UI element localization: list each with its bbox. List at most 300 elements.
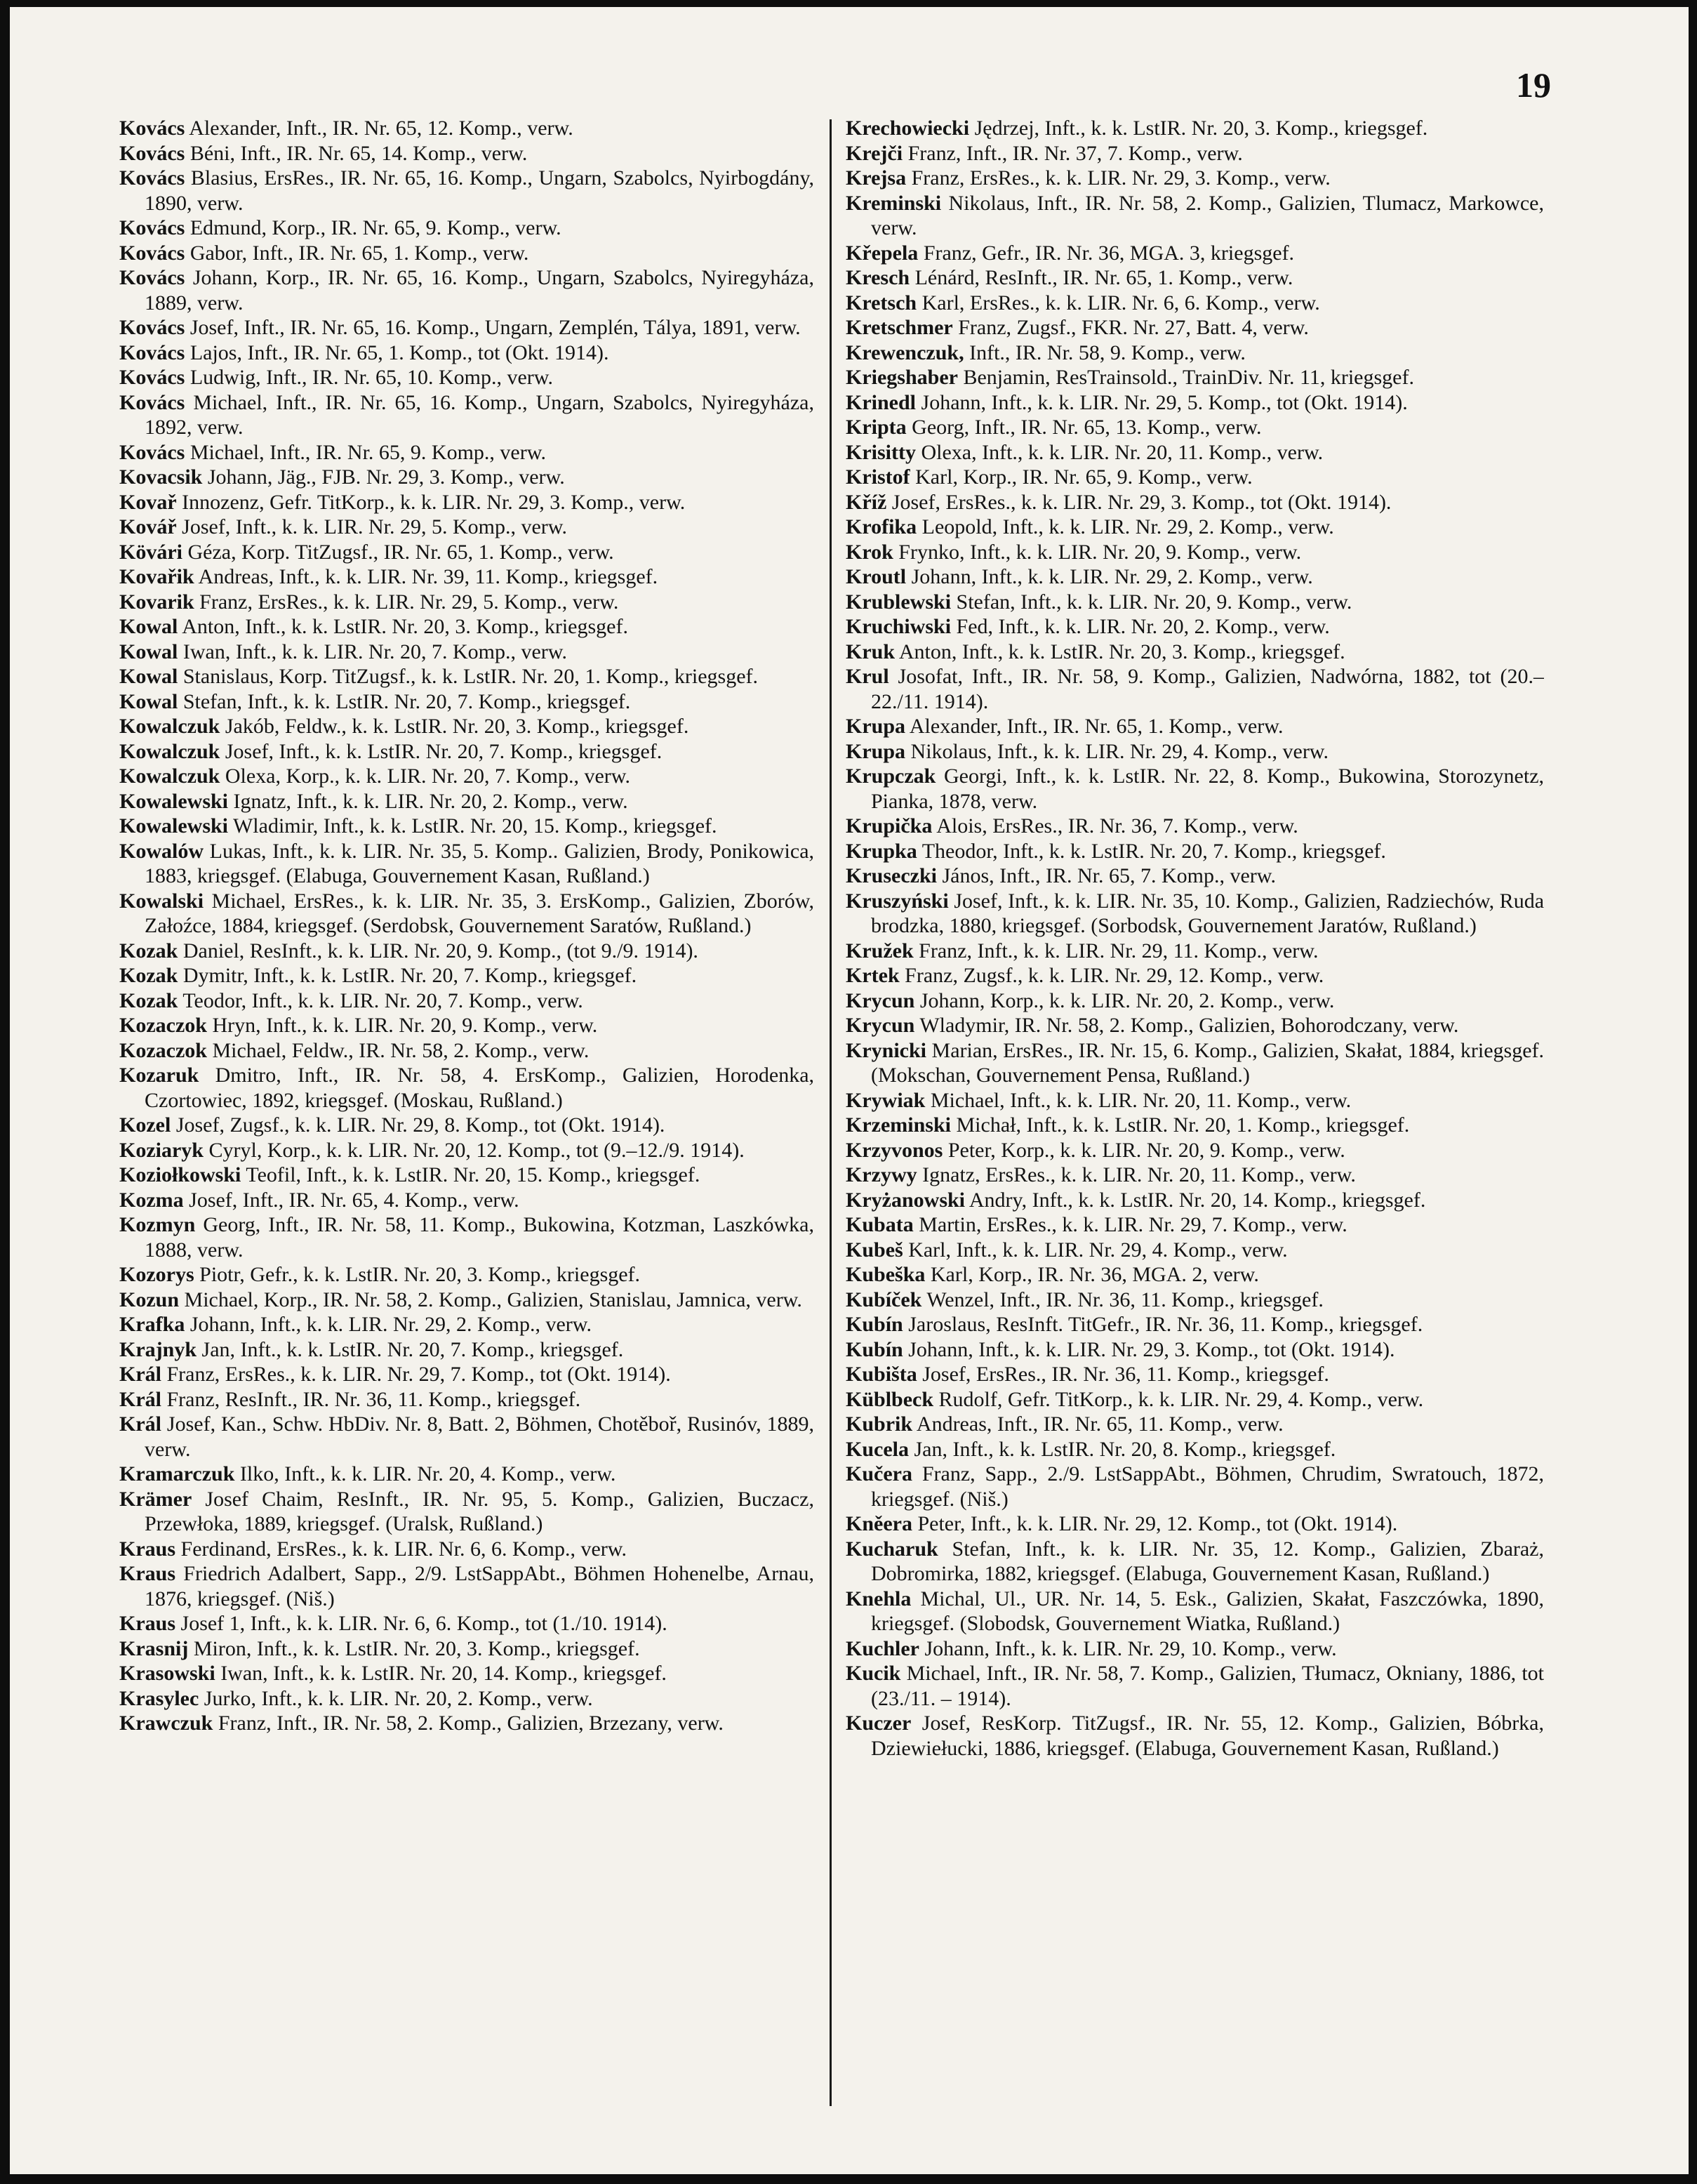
entry-details: Lajos, Inft., IR. Nr. 65, 1. Komp., tot (Okt. 1914). — [189, 340, 609, 364]
entry-surname: Kovarik — [119, 590, 194, 614]
entry-details: Ignatz, Inft., k. k. LIR. Nr. 20, 2. Komp., verw. — [233, 789, 628, 813]
casualty-entry — [846, 1362, 1544, 1387]
casualty-entry — [846, 963, 1544, 988]
entry-surname: Krzywy — [846, 1163, 917, 1186]
entry-details: Jędrzej, Inft., k. k. LstIR. Nr. 20, 3. Komp., kriegsgef. — [974, 117, 1428, 140]
casualty-entry — [846, 540, 1544, 565]
page-number: 19 — [1516, 65, 1551, 105]
casualty-entry — [846, 241, 1544, 266]
entry-surname: Kuczer — [846, 1712, 912, 1735]
entry-details: Béni, Inft., IR. Nr. 65, 14. Komp., verw. — [189, 141, 528, 165]
entry-surname: Krofika — [846, 515, 917, 538]
entry-details: Hryn, Inft., k. k. LIR. Nr. 20, 9. Komp., verw. — [212, 1014, 598, 1037]
entry-details: Lénárd, ResInft., IR. Nr. 65, 1. Komp., verw. — [914, 266, 1293, 289]
casualty-entry — [846, 739, 1544, 765]
entry-details: Ludwig, Inft., IR. Nr. 65, 10. Komp., verw. — [189, 366, 553, 389]
entry-details: Franz, Sapp., 2./9. LstSappAbt., Böhmen, Chrudim, Swratouch, 1872, kriegsgef. (Niš.) — [871, 1462, 1544, 1511]
casualty-entry — [119, 490, 814, 515]
entry-surname: Kubeška — [846, 1263, 926, 1286]
entry-details: Géza, Korp. TitZugsf., IR. Nr. 65, 1. Komp., verw. — [187, 540, 614, 564]
entry-surname: Kozaruk — [119, 1064, 199, 1087]
entry-surname: Kovács — [119, 266, 185, 289]
entry-surname: Krewenczuk, — [846, 340, 964, 364]
casualty-entry — [846, 564, 1544, 590]
casualty-entry — [119, 1013, 814, 1038]
entry-details: Andreas, Inft., k. k. LIR. Nr. 39, 11. Komp., kriegsgef. — [198, 565, 658, 588]
casualty-entry — [846, 1238, 1544, 1263]
casualty-entry — [119, 116, 814, 141]
entry-details: János, Inft., IR. Nr. 65, 7. Komp., verw. — [942, 864, 1276, 887]
entry-details: Theodor, Inft., k. k. LstIR. Nr. 20, 7. Komp., kriegsgef. — [921, 839, 1386, 863]
entry-surname: Kozak — [119, 964, 178, 987]
entry-details: Fed, Inft., k. k. LIR. Nr. 20, 2. Komp., verw. — [956, 615, 1330, 638]
entry-surname: Krtek — [846, 964, 900, 987]
entry-surname: Kubín — [846, 1313, 903, 1336]
casualty-entry — [846, 664, 1544, 714]
casualty-entry — [119, 465, 814, 490]
entry-details: Cyryl, Korp., k. k. LIR. Nr. 20, 12. Komp., tot (9.–12./9. 1914). — [208, 1138, 745, 1162]
entry-details: Josef, Inft., k. k. LIR. Nr. 35, 10. Komp., Galizien, Radziechów, Ruda brodzka, 1880, kriegsgef. (Sorbodsk, Gouvernement Jaratów, Rußland.) — [871, 889, 1544, 937]
entry-surname: Krasnij — [119, 1636, 189, 1660]
entry-details: Olexa, Korp., k. k. LIR. Nr. 20, 7. Komp., verw. — [225, 765, 630, 788]
entry-surname: Krechowiecki — [846, 117, 970, 140]
entry-surname: Kowal — [119, 689, 178, 713]
casualty-entry — [119, 216, 814, 241]
entry-details: Karl, Inft., k. k. LIR. Nr. 29, 4. Komp., verw. — [908, 1238, 1288, 1262]
entry-surname: Krycun — [846, 1014, 915, 1037]
entry-surname: Král — [119, 1387, 161, 1411]
entry-surname: Kovács — [119, 440, 185, 464]
entry-details: Dymitr, Inft., k. k. LstIR. Nr. 20, 7. Komp., kriegsgef. — [182, 964, 637, 987]
entry-details: Jaroslaus, ResInft. TitGefr., IR. Nr. 36, 11. Komp., kriegsgef. — [908, 1313, 1423, 1336]
casualty-entry — [846, 315, 1544, 340]
entry-details: Michael, Inft., IR. Nr. 58, 7. Komp., Galizien, Tłumacz, Okniany, 1886, tot (23./11. – 1914). — [871, 1662, 1544, 1710]
entry-details: Johann, Inft., k. k. LIR. Nr. 29, 10. Komp., verw. — [924, 1636, 1337, 1660]
entry-surname: Krisitty — [846, 440, 916, 464]
entry-surname: Krynicki — [846, 1038, 927, 1062]
entry-surname: Krawczuk — [119, 1712, 213, 1735]
entry-details: Anton, Inft., k. k. LstIR. Nr. 20, 3. Komp., kriegsgef. — [182, 615, 628, 638]
casualty-entry — [846, 166, 1544, 191]
casualty-entry — [846, 1661, 1544, 1711]
entry-details: Jan, Inft., k. k. LstIR. Nr. 20, 7. Komp., kriegsgef. — [201, 1337, 624, 1361]
entry-details: Alois, ErsRes., IR. Nr. 36, 7. Komp., verw. — [936, 814, 1298, 838]
casualty-entry — [119, 390, 814, 440]
casualty-entry — [846, 764, 1544, 814]
entry-surname: Kowalczuk — [119, 715, 220, 738]
entry-surname: Kriegshaber — [846, 366, 958, 389]
casualty-entry — [119, 141, 814, 166]
entry-surname: Kruchiwski — [846, 615, 952, 638]
casualty-entry — [119, 939, 814, 964]
entry-details: Johann, Inft., k. k. LIR. Nr. 29, 3. Komp., tot (Okt. 1914). — [908, 1337, 1395, 1361]
entry-surname: Krajnyk — [119, 1337, 197, 1361]
entry-surname: Krzyvonos — [846, 1138, 943, 1162]
entry-surname: Kovács — [119, 340, 185, 364]
casualty-entry — [119, 664, 814, 689]
casualty-entry — [119, 1487, 814, 1537]
casualty-entry — [846, 863, 1544, 889]
casualty-entry — [119, 265, 814, 315]
entry-surname: Küblbeck — [846, 1387, 934, 1411]
entry-details: Rudolf, Gefr. TitKorp., k. k. LIR. Nr. 29, 4. Komp., verw. — [938, 1387, 1424, 1411]
entry-details: Michael, Inft., IR. Nr. 65, 16. Komp., Ungarn, Szabolcs, Nyiregyháza, 1892, verw. — [145, 390, 814, 439]
entry-details: Wladimir, Inft., k. k. LstIR. Nr. 20, 15. Komp., kriegsgef. — [232, 814, 717, 838]
casualty-entry — [846, 1163, 1544, 1188]
entry-details: Piotr, Gefr., k. k. LstIR. Nr. 20, 3. Komp., kriegsgef. — [199, 1263, 641, 1286]
entry-surname: Kucik — [846, 1662, 901, 1685]
scan-border-right — [1689, 0, 1697, 2184]
casualty-entry — [119, 1561, 814, 1611]
entry-surname: Krywiak — [846, 1088, 926, 1112]
casualty-entry — [846, 1337, 1544, 1363]
entry-surname: Kovács — [119, 316, 185, 339]
entry-details: Johann, Korp., IR. Nr. 65, 16. Komp., Ungarn, Szabolcs, Nyiregyháza, 1889, verw. — [145, 266, 814, 315]
entry-details: Dmitro, Inft., IR. Nr. 58, 4. ErsKomp., Galizien, Horodenka, Czortowiec, 1892, kriegsgef. (Moskau, Rußland.) — [145, 1064, 814, 1112]
entry-surname: Krupa — [846, 715, 906, 738]
casualty-entry — [119, 614, 814, 640]
entry-details: Franz, ErsRes., k. k. LIR. Nr. 29, 3. Komp., verw. — [911, 166, 1331, 190]
entry-details: Nikolaus, Inft., k. k. LIR. Nr. 29, 4. Komp., verw. — [910, 739, 1329, 763]
entry-details: Innozenz, Gefr. TitKorp., k. k. LIR. Nr. 29, 3. Komp., verw. — [182, 490, 686, 514]
casualty-entry — [846, 365, 1544, 390]
entry-details: Josef, Inft., IR. Nr. 65, 16. Komp., Ungarn, Zemplén, Tályа, 1891, verw. — [189, 316, 801, 339]
entry-surname: Kružek — [846, 939, 914, 962]
entry-details: Michal, Ul., UR. Nr. 14, 5. Esk., Galizien, Skałat, Faszczówka, 1890, kriegsgef. (Slobodsk, Gouvernement Wiatka, Rußland.) — [871, 1587, 1544, 1635]
entry-surname: Kövári — [119, 540, 182, 564]
casualty-entry — [119, 1661, 814, 1686]
entry-details: Marian, ErsRes., IR. Nr. 15, 6. Komp., Galizien, Skałat, 1884, kriegsgef. (Mokschan, Gouvernement Pensa, Rußland.) — [871, 1038, 1544, 1087]
entry-details: Josef Chaim, ResInft., IR. Nr. 95, 5. Komp., Galizien, Buczacz, Przewłoka, 1889, kriegsgef. (Uralsk, Rußland.) — [145, 1487, 814, 1535]
entry-surname: Kretschmer — [846, 316, 953, 339]
entry-details: Johann, Inft., k. k. LIR. Nr. 29, 5. Komp., tot (Okt. 1914). — [921, 390, 1408, 414]
casualty-entry — [119, 241, 814, 266]
entry-details: Josef, Inft., IR. Nr. 65, 4. Komp., verw. — [189, 1188, 519, 1212]
casualty-entry — [846, 1636, 1544, 1662]
entry-details: Michał, Inft., k. k. LstIR. Nr. 20, 1. Komp., kriegsgef. — [956, 1113, 1410, 1137]
casualty-entry — [846, 141, 1544, 166]
casualty-entry — [846, 1288, 1544, 1313]
entry-surname: Kraus — [119, 1562, 176, 1585]
casualty-entry — [119, 1063, 814, 1113]
casualty-entry — [119, 340, 814, 366]
casualty-entry — [846, 440, 1544, 465]
entry-details: Edmund, Korp., IR. Nr. 65, 9. Komp., verw. — [189, 216, 561, 239]
casualty-entry — [846, 291, 1544, 316]
entry-details: Josef, Inft., k. k. LIR. Nr. 29, 5. Komp., verw. — [182, 515, 567, 538]
entry-surname: Kozmyn — [119, 1213, 196, 1236]
entry-details: Teodor, Inft., k. k. LIR. Nr. 20, 7. Komp., verw. — [182, 988, 583, 1012]
entry-surname: Kovács — [119, 241, 185, 265]
casualty-entry — [846, 415, 1544, 440]
casualty-entry — [846, 614, 1544, 640]
entry-surname: Krupa — [846, 739, 906, 763]
entry-surname: Kubeš — [846, 1238, 903, 1262]
entry-surname: Král — [119, 1412, 161, 1436]
casualty-entry — [119, 1611, 814, 1636]
casualty-entry — [846, 1387, 1544, 1412]
entry-surname: Kovács — [119, 366, 185, 389]
casualty-entry — [119, 889, 814, 939]
entry-details: Jakób, Feldw., k. k. LstIR. Nr. 20, 3. Komp., kriegsgef. — [225, 715, 689, 738]
casualty-entry — [119, 789, 814, 814]
casualty-entry — [846, 1088, 1544, 1113]
casualty-entry — [846, 590, 1544, 615]
entry-details: Franz, Zugsf., k. k. LIR. Nr. 29, 12. Komp., verw. — [905, 964, 1324, 987]
entry-surname: Kříž — [846, 490, 887, 514]
entry-surname: Kretsch — [846, 291, 917, 315]
entry-surname: Kresch — [846, 266, 910, 289]
casualty-entry — [846, 839, 1544, 864]
entry-details: Nikolaus, Inft., IR. Nr. 58, 2. Komp., Galizien, Tlumacz, Markowce, verw. — [871, 191, 1544, 239]
casualty-entry — [846, 1587, 1544, 1636]
entry-surname: Kubata — [846, 1213, 914, 1236]
casualty-entry — [846, 465, 1544, 490]
scan-border-top — [0, 0, 1697, 7]
entry-surname: Krafka — [119, 1313, 185, 1336]
entry-surname: Kozma — [119, 1188, 184, 1212]
casualty-entry — [846, 1038, 1544, 1088]
entry-surname: Kramarczuk — [119, 1462, 235, 1485]
entry-surname: Kovács — [119, 216, 185, 239]
entry-details: Josef, ErsRes., k. k. LIR. Nr. 29, 3. Komp., tot (Okt. 1914). — [891, 490, 1392, 514]
casualty-entry — [119, 1337, 814, 1363]
entry-surname: Kowalów — [119, 839, 204, 863]
entry-details: Martin, ErsRes., k. k. LIR. Nr. 29, 7. Komp., verw. — [919, 1213, 1347, 1236]
entry-surname: Krinedl — [846, 390, 917, 414]
entry-surname: Kruseczki — [846, 864, 937, 887]
entry-details: Johann, Jäg., FJB. Nr. 29, 3. Komp., verw. — [207, 465, 565, 489]
entry-details: Stanislaus, Korp. TitZugsf., k. k. LstIR. Nr. 20, 1. Komp., kriegsgef. — [182, 665, 759, 688]
entry-surname: Kowal — [119, 615, 178, 638]
entry-details: Franz, ResInft., IR. Nr. 36, 11. Komp., kriegsgef. — [166, 1387, 581, 1411]
entry-surname: Kroutl — [846, 565, 907, 588]
entry-details: Miron, Inft., k. k. LstIR. Nr. 20, 3. Komp., kriegsgef. — [193, 1636, 640, 1660]
entry-details: Iwan, Inft., k. k. LstIR. Nr. 20, 14. Komp., kriegsgef. — [220, 1662, 667, 1685]
casualty-entry — [846, 1013, 1544, 1038]
entry-details: Michael, Korp., IR. Nr. 58, 2. Komp., Galizien, Stanislau, Jamnica, verw. — [184, 1288, 802, 1311]
entry-surname: Kruszyński — [846, 889, 949, 913]
casualty-entry — [846, 1537, 1544, 1587]
entry-surname: Krzeminski — [846, 1113, 951, 1137]
casualty-entry — [846, 714, 1544, 739]
entry-details: Iwan, Inft., k. k. LIR. Nr. 20, 7. Komp., verw. — [182, 640, 567, 663]
casualty-entry — [119, 166, 814, 216]
casualty-entry — [846, 191, 1544, 241]
entry-surname: Kucharuk — [846, 1537, 938, 1561]
entry-surname: Krasowski — [119, 1662, 215, 1685]
entry-details: Stefan, Inft., k. k. LIR. Nr. 35, 12. Komp., Galizien, Zbaraż, Dobromirka, 1882, kriegsgef. (Elabuga, Gouvernement Kasan, Rußland.) — [871, 1537, 1544, 1585]
casualty-entry — [119, 988, 814, 1014]
entry-surname: Křepela — [846, 241, 919, 265]
casualty-entry — [119, 963, 814, 988]
casualty-entry — [119, 1138, 814, 1163]
casualty-entry — [846, 1437, 1544, 1462]
entry-surname: Kraus — [119, 1537, 176, 1561]
entry-details: Ilko, Inft., k. k. LIR. Nr. 20, 4. Komp., verw. — [239, 1462, 616, 1485]
entry-surname: Koziaryk — [119, 1138, 204, 1162]
casualty-entry — [119, 590, 814, 615]
entry-surname: Kněera — [846, 1512, 912, 1535]
entry-surname: Kreminski — [846, 191, 942, 215]
casualty-entry — [119, 1038, 814, 1064]
entry-surname: Kubín — [846, 1337, 903, 1361]
entry-surname: Kučera — [846, 1462, 912, 1485]
casualty-entry — [846, 889, 1544, 939]
entry-surname: Krok — [846, 540, 893, 564]
entry-details: Josef 1, Inft., k. k. LIR. Nr. 6, 6. Komp., tot (1./10. 1914). — [180, 1612, 667, 1635]
left-column — [119, 116, 814, 2135]
entry-surname: Kucela — [846, 1437, 909, 1461]
entry-details: Anton, Inft., k. k. LstIR. Nr. 20, 3. Komp., kriegsgef. — [898, 640, 1345, 663]
entry-details: Lukas, Inft., k. k. LIR. Nr. 35, 5. Komp.. Galizien, Brody, Ponikowica, 1883, kriegsgef. (Elabuga, Gouvernement Kasan, Rußland.) — [145, 839, 814, 887]
casualty-entry — [119, 1636, 814, 1662]
entry-surname: Krupička — [846, 814, 933, 838]
entry-details: Michael, ErsRes., k. k. LIR. Nr. 35, 3. ErsKomp., Galizien, Zborów, Załoźce, 1884, kriegsgef. (Serdobsk, Gouvernement Saratów, Rußland.) — [145, 889, 814, 937]
entry-surname: Kowalczuk — [119, 739, 220, 763]
entry-surname: Kozel — [119, 1113, 171, 1137]
entry-details: Olexa, Inft., k. k. LIR. Nr. 20, 11. Komp., verw. — [921, 440, 1324, 464]
entry-surname: Kubíček — [846, 1288, 922, 1311]
casualty-entry — [119, 1362, 814, 1387]
entry-details: Alexander, Inft., IR. Nr. 65, 1. Komp., verw. — [909, 715, 1284, 738]
entry-details: Michael, Feldw., IR. Nr. 58, 2. Komp., verw. — [212, 1038, 590, 1062]
casualty-entry — [119, 1288, 814, 1313]
casualty-entry — [119, 315, 814, 340]
casualty-entry — [846, 1412, 1544, 1437]
entry-details: Franz, Inft., k. k. LIR. Nr. 29, 11. Komp., verw. — [919, 939, 1319, 962]
entry-details: Inft., IR. Nr. 58, 9. Komp., verw. — [969, 340, 1246, 364]
entry-surname: Knehla — [846, 1587, 912, 1610]
entry-surname: Kovacsik — [119, 465, 203, 489]
casualty-entry — [846, 1138, 1544, 1163]
entry-surname: Kraus — [119, 1612, 176, 1635]
casualty-entry — [846, 1462, 1544, 1511]
casualty-entry — [119, 764, 814, 789]
casualty-entry — [119, 1686, 814, 1712]
entry-details: Wenzel, Inft., IR. Nr. 36, 11. Komp., kriegsgef. — [926, 1288, 1324, 1311]
casualty-entry — [119, 839, 814, 889]
entry-details: Franz, Gefr., IR. Nr. 36, MGA. 3, kriegsgef. — [923, 241, 1295, 265]
entry-surname: Krämer — [119, 1487, 192, 1511]
entry-surname: Kovařik — [119, 565, 194, 588]
entry-surname: Kowalewski — [119, 789, 229, 813]
entry-details: Jan, Inft., k. k. LstIR. Nr. 20, 8. Komp., kriegsgef. — [914, 1437, 1336, 1461]
entry-details: Andreas, Inft., IR. Nr. 65, 11. Komp., verw. — [916, 1412, 1284, 1436]
entry-details: Karl, Korp., IR. Nr. 36, MGA. 2, verw. — [930, 1263, 1259, 1286]
entry-details: Ignatz, ErsRes., k. k. LIR. Nr. 20, 11. Komp., verw. — [922, 1163, 1356, 1186]
entry-details: Stefan, Inft., k. k. LIR. Nr. 20, 9. Komp., verw. — [956, 590, 1352, 614]
entry-surname: Kubišta — [846, 1363, 917, 1386]
entry-surname: Krul — [846, 665, 889, 688]
entry-surname: Krejči — [846, 141, 903, 165]
casualty-entry — [119, 1163, 814, 1188]
casualty-entry — [119, 515, 814, 540]
entry-details: Peter, Inft., k. k. LIR. Nr. 29, 12. Komp., tot (Okt. 1914). — [917, 1512, 1398, 1535]
entry-details: Frynko, Inft., k. k. LIR. Nr. 20, 9. Komp., verw. — [898, 540, 1302, 564]
entry-surname: Kuchler — [846, 1636, 919, 1660]
entry-details: Friedrich Adalbert, Sapp., 2/9. LstSappAbt., Böhmen Hohenelbe, Arnau, 1876, kriegsgef. (Niš.) — [145, 1562, 814, 1610]
scan-border-bottom — [0, 2174, 1697, 2184]
casualty-entry — [846, 988, 1544, 1014]
entry-surname: Kozaczok — [119, 1038, 207, 1062]
casualty-entry — [119, 564, 814, 590]
entry-details: Ferdinand, ErsRes., k. k. LIR. Nr. 6, 6. Komp., verw. — [180, 1537, 627, 1561]
entry-surname: Kozak — [119, 988, 178, 1012]
casualty-entry — [846, 390, 1544, 416]
entry-details: Franz, Inft., IR. Nr. 37, 7. Komp., verw. — [907, 141, 1243, 165]
casualty-entry — [846, 1113, 1544, 1138]
entry-surname: Kowalewski — [119, 814, 229, 838]
casualty-entry — [846, 1262, 1544, 1288]
casualty-entry — [119, 689, 814, 715]
entry-surname: Krublewski — [846, 590, 952, 614]
entry-surname: Kryżanowski — [846, 1188, 966, 1212]
casualty-entry — [119, 540, 814, 565]
entry-surname: Kozak — [119, 939, 178, 962]
casualty-entry — [846, 1188, 1544, 1213]
casualty-entry — [846, 116, 1544, 141]
entry-surname: Kristof — [846, 465, 910, 489]
casualty-entry — [119, 814, 814, 839]
entry-details: Franz, Inft., IR. Nr. 58, 2. Komp., Galizien, Brzezany, verw. — [218, 1712, 724, 1735]
casualty-entry — [846, 1511, 1544, 1537]
entry-details: Michael, Inft., IR. Nr. 65, 9. Komp., verw. — [189, 440, 546, 464]
entry-details: Gabor, Inft., IR. Nr. 65, 1. Komp., verw. — [189, 241, 529, 265]
entry-surname: Krupka — [846, 839, 917, 863]
casualty-entry — [846, 1212, 1544, 1238]
casualty-entry — [119, 1262, 814, 1288]
entry-details: Josef, ErsRes., IR. Nr. 36, 11. Komp., kriegsgef. — [922, 1363, 1329, 1386]
entry-details: Franz, ErsRes., k. k. LIR. Nr. 29, 7. Komp., tot (Okt. 1914). — [166, 1363, 671, 1386]
casualty-entry — [846, 490, 1544, 515]
casualty-entry — [119, 714, 814, 739]
entry-details: Daniel, ResInft., k. k. LIR. Nr. 20, 9. Komp., (tot 9./9. 1914). — [182, 939, 698, 962]
casualty-entry — [846, 1312, 1544, 1337]
casualty-entry — [846, 515, 1544, 540]
entry-surname: Krycun — [846, 988, 915, 1012]
casualty-entry — [846, 814, 1544, 839]
entry-surname: Kovács — [119, 166, 185, 190]
entry-surname: Kovács — [119, 141, 185, 165]
entry-details: Johann, Inft., k. k. LIR. Nr. 29, 2. Komp., verw. — [911, 565, 1313, 588]
entry-details: Josef, ResKorp. TitZugsf., IR. Nr. 55, 12. Komp., Galizien, Bóbrka, Dziewiełucki, 1886, kriegsgef. (Elabuga, Gouvernement Kasan, Rußland.) — [871, 1712, 1544, 1760]
entry-surname: Kowal — [119, 665, 178, 688]
entry-details: Jurko, Inft., k. k. LIR. Nr. 20, 2. Komp., verw. — [204, 1686, 593, 1710]
entry-details: Stefan, Inft., k. k. LstIR. Nr. 20, 7. Komp., kriegsgef. — [182, 689, 631, 713]
entry-surname: Kovács — [119, 117, 185, 140]
entry-details: Alexander, Inft., IR. Nr. 65, 12. Komp., verw. — [189, 117, 573, 140]
casualty-entry — [846, 1711, 1544, 1761]
entry-details: Leopold, Inft., k. k. LIR. Nr. 29, 2. Komp., verw. — [921, 515, 1334, 538]
casualty-entry — [846, 340, 1544, 366]
entry-surname: Kovács — [119, 390, 185, 414]
casualty-entry — [119, 365, 814, 390]
entry-surname: Kripta — [846, 416, 907, 439]
casualty-entry — [119, 640, 814, 665]
casualty-entry — [119, 1188, 814, 1213]
entry-details: Benjamin, ResTrainsold., TrainDiv. Nr. 11, kriegsgef. — [963, 366, 1414, 389]
casualty-entry — [846, 939, 1544, 964]
entry-surname: Kubrik — [846, 1412, 913, 1436]
entry-surname: Kozaczok — [119, 1014, 207, 1037]
entry-details: Franz, ErsRes., k. k. LIR. Nr. 29, 5. Komp., verw. — [199, 590, 619, 614]
casualty-entry — [119, 1537, 814, 1562]
entry-details: Georg, Inft., IR. Nr. 58, 11. Komp., Bukowina, Kotzman, Laszkówka, 1888, verw. — [145, 1213, 814, 1262]
entry-details: Teofil, Inft., k. k. LstIR. Nr. 20, 15. Komp., kriegsgef. — [246, 1163, 700, 1186]
entry-details: Josef, Zugsf., k. k. LIR. Nr. 29, 8. Komp., tot (Okt. 1914). — [175, 1113, 665, 1137]
entry-surname: Kowalski — [119, 889, 204, 913]
